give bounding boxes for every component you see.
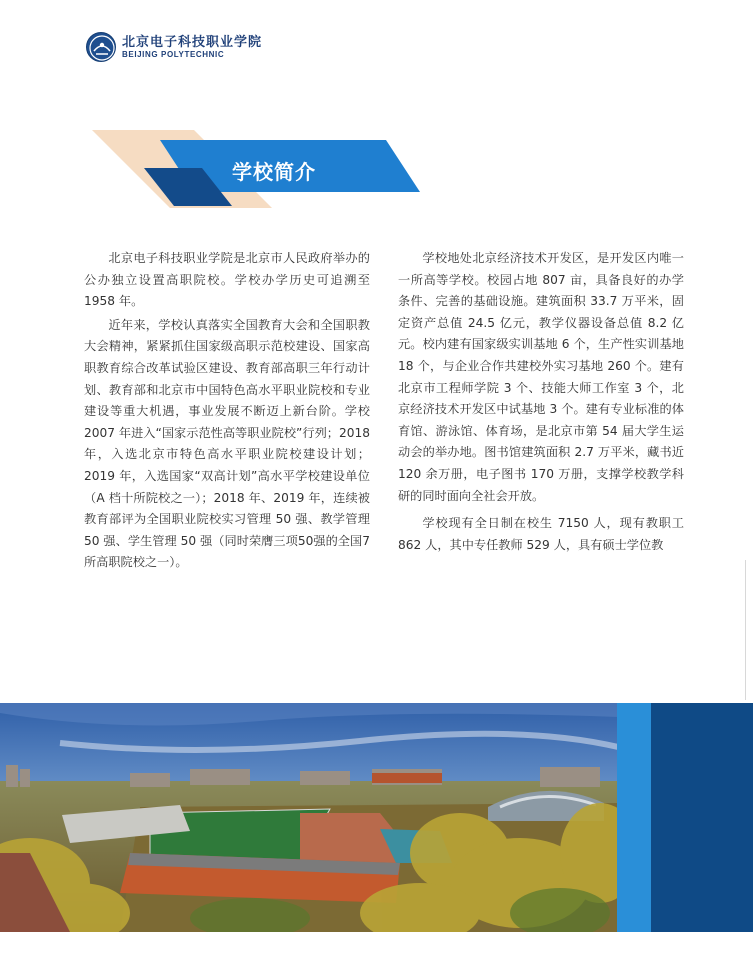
intro-paragraph: 学校地处北京经济技术开发区，是开发区内唯一一所高等学校。校园占地 807 亩，具备良好的办学条件、完善的基础设施。建筑面积 33.7 万平米，固定资产总值 24.5 亿元，教学仪器设备总值 8.2 亿元。校内建有国家级实训基地 6 个，生产性实训基地 18 个，与企业合作共建校外实习基地 260 个。建有北京市工程师学院 3 个、技能大师工作室 3 个，北京经济技术开发区中试基地 3 个。建有专业标准的体育馆、游泳馆、体育场，是北京市第 54 届大学生运动会的举办地。图书馆建筑面积 2.7 万平米，藏书近 120 余万册，电子图书 170 万册，支撑学校教学科研的同时面向全社会开放。: [398, 251, 684, 503]
intro-paragraph: 北京电子科技职业学院是北京市人民政府举办的公办独立设置高职院校。学校办学历史可追溯至 1958 年。: [84, 251, 370, 309]
intro-paragraph: 近年来，学校认真落实全国教育大会和全国职教大会精神，紧紧抓住国家级高职示范校建设、国家高职教育综合改革试验区建设、教育部高职三年行动计划、教育部和北京市中国特色高水平职业院校和专业建设等重大机遇，事业发展不断迈上新台阶。学校 2007 年进入“国家示范性高等职业院校”行列；2018 年，入选北京市特色高水平职业院校建设计划；2019 年，入选国家“双高计划”高水平学校建设单位（A 档十所院校之一）；2018 年、2019 年，连续被教育部评为全国职业院校实习管理 50 强、教学管理 50 强、学生管理 50 强（同时荣膺三项50强的全国7所高职院校之一）。: [84, 317, 370, 570]
school-logo: [86, 32, 262, 62]
logo-english-name: BEIJING POLYTECHNIC: [122, 49, 225, 59]
decorative-band-light: [617, 703, 651, 932]
section-title: 学校简介: [232, 160, 316, 184]
decorative-band-dark: [651, 703, 753, 932]
intro-right-column: [398, 248, 684, 556]
school-seal-icon: [86, 32, 116, 62]
intro-paragraph: 学校现有全日制在校生 7150 人，现有教职工 862 人，其中专任教师 529 人，具有硕士学位教: [398, 516, 684, 552]
campus-aerial-photo: [0, 703, 618, 932]
intro-left-column: [84, 248, 370, 574]
page-edge-line: [745, 560, 746, 700]
logo-chinese-name: 北京电子科技职业学院: [122, 34, 263, 50]
